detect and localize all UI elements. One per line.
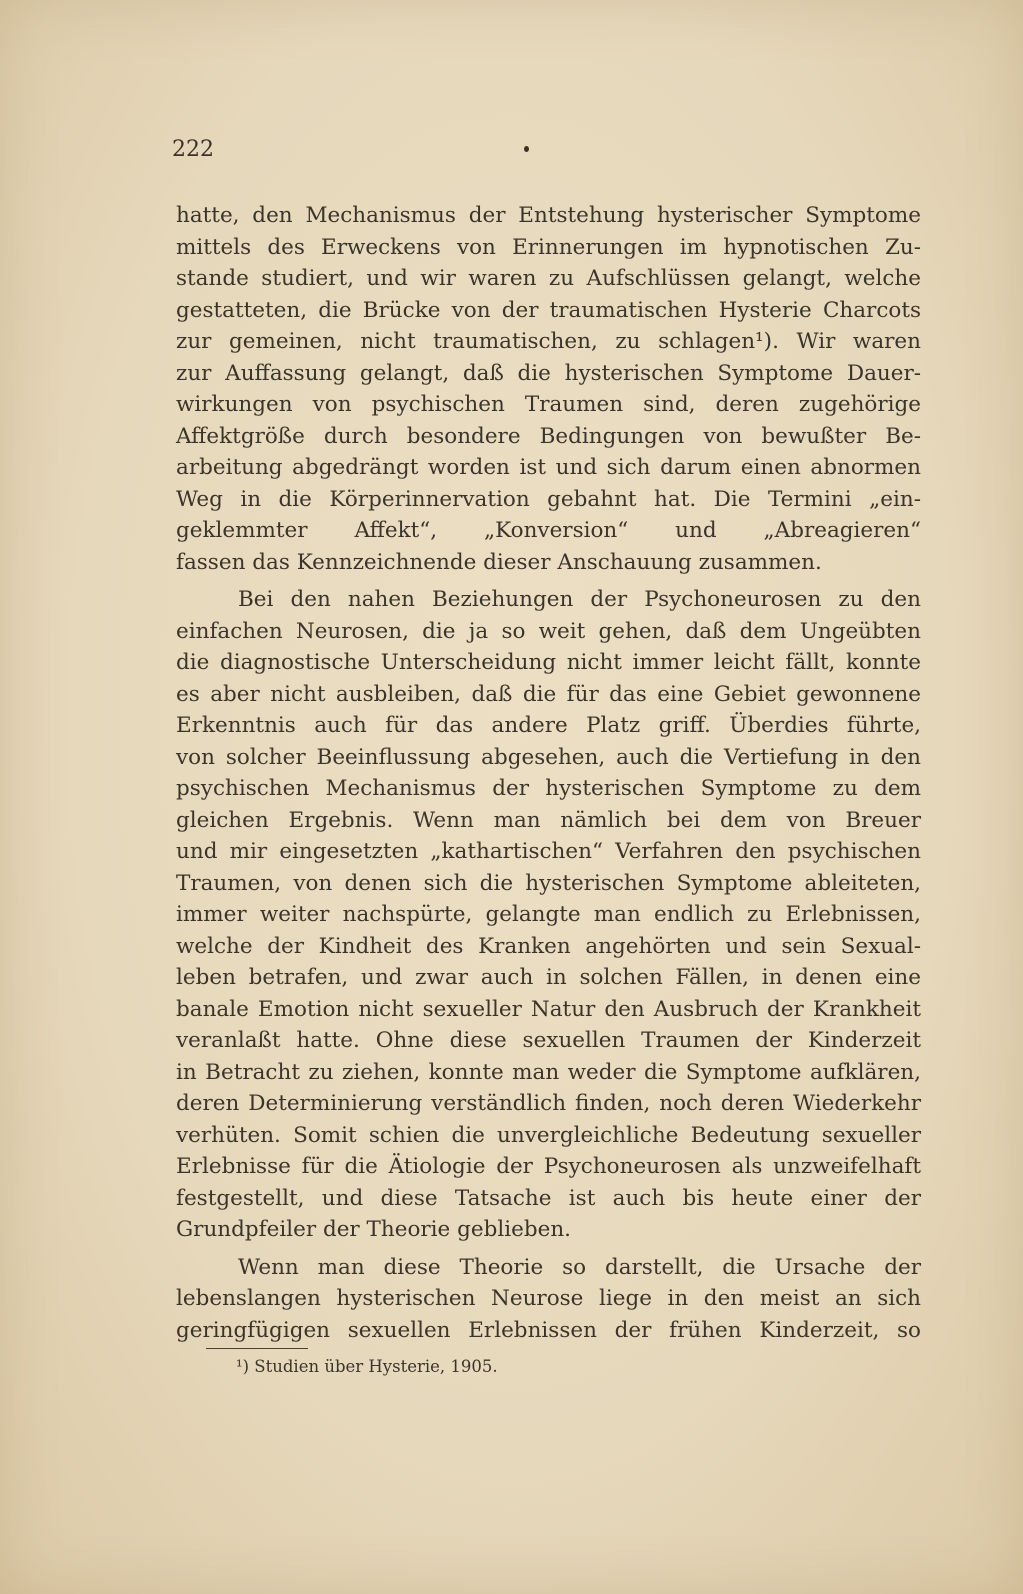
text-line: geklemmter Affekt“, „Konversion“ und „Abreagieren“ bbox=[176, 518, 921, 543]
text-line: Weg in die Körperinnervation gebahnt hat. Die Termini „ein- bbox=[176, 486, 921, 512]
text-line: banale Emotion nicht sexueller Natur den Ausbruch der Krankheit bbox=[176, 996, 921, 1022]
text-line: Grundpfeiler der Theorie geblieben. bbox=[176, 1217, 571, 1242]
text-line: immer weiter nachspürte, gelangte man endlich zu Erlebnissen, bbox=[176, 902, 921, 927]
text-line: lebenslangen hysterischen Neurose liege in den meist an sich bbox=[176, 1286, 921, 1311]
text-line: mittels des Erweckens von Erinnerungen im hypnotischen Zu- bbox=[176, 234, 921, 260]
text-line: Affektgröße durch besondere Bedingungen von bewußter Be- bbox=[176, 423, 921, 449]
text-line: zur gemeinen, nicht traumatischen, zu schlagen¹). Wir waren bbox=[176, 329, 921, 354]
text-line: wirkungen von psychischen Traumen sind, deren zugehörige bbox=[176, 392, 921, 417]
text-line: in Betracht zu ziehen, konnte man weder die Symptome aufklären, bbox=[176, 1059, 921, 1085]
text-line: leben betrafen, und zwar auch in solchen Fällen, in denen eine bbox=[176, 965, 921, 990]
center-dot-mark bbox=[524, 146, 529, 152]
paragraph bbox=[176, 584, 921, 1246]
paragraph bbox=[176, 1252, 921, 1347]
paragraph bbox=[176, 200, 921, 578]
text-line: die diagnostische Unterscheidung nicht immer leicht fällt, konnte bbox=[176, 650, 921, 675]
text-line: deren Determinierung verständlich finden, noch deren Wiederkehr bbox=[176, 1091, 921, 1116]
text-line: psychischen Mechanismus der hysterischen Symptome zu dem bbox=[176, 776, 921, 801]
text-line: festgestellt, und diese Tatsache ist auch bis heute einer der bbox=[176, 1185, 921, 1211]
text-line: fassen das Kennzeichnende dieser Anschauung zusammen. bbox=[176, 549, 822, 575]
page-number: 222 bbox=[172, 137, 214, 162]
body-text bbox=[176, 200, 921, 1346]
text-line: gleichen Ergebnis. Wenn man nämlich bei dem von Breuer bbox=[176, 807, 921, 833]
text-line: stande studiert, und wir waren zu Aufschlüssen gelangt, welche bbox=[176, 266, 921, 291]
text-line: geringfügigen sexuellen Erlebnissen der frühen Kinderzeit, so bbox=[176, 1317, 921, 1343]
text-line: von solcher Beeinflussung abgesehen, auch die Vertiefung in den bbox=[176, 744, 921, 770]
text-line: verhüten. Somit schien die unvergleichliche Bedeutung sexueller bbox=[176, 1122, 921, 1148]
footnote: ¹) Studien über Hysterie, 1905. bbox=[236, 1357, 498, 1376]
text-line: Bei den nahen Beziehungen der Psychoneurosen zu den bbox=[238, 587, 921, 612]
text-line: einfachen Neurosen, die ja so weit gehen, daß dem Ungeübten bbox=[176, 618, 921, 644]
text-line: arbeitung abgedrängt worden ist und sich darum einen abnormen bbox=[176, 455, 921, 480]
footnote-divider bbox=[206, 1348, 308, 1349]
text-line: Erkenntnis auch für das andere Platz griff. Überdies führte, bbox=[176, 713, 921, 738]
text-line: Wenn man diese Theorie so darstellt, die Ursache der bbox=[238, 1254, 921, 1280]
text-line: zur Auffassung gelangt, daß die hysterischen Symptome Dauer- bbox=[176, 360, 921, 386]
text-line: und mir eingesetzten „kathartischen“ Verfahren den psychischen bbox=[176, 839, 921, 864]
text-line: Traumen, von denen sich die hysterischen Symptome ableiteten, bbox=[176, 870, 921, 896]
text-line: Erlebnisse für die Ätiologie der Psychoneurosen als unzweifelhaft bbox=[176, 1154, 921, 1179]
text-line: veranlaßt hatte. Ohne diese sexuellen Traumen der Kinderzeit bbox=[176, 1028, 921, 1053]
text-line: welche der Kindheit des Kranken angehörten und sein Sexual- bbox=[176, 933, 921, 959]
text-line: gestatteten, die Brücke von der traumatischen Hysterie Charcots bbox=[176, 297, 921, 323]
text-line: es aber nicht ausbleiben, daß die für das eine Gebiet gewonnene bbox=[176, 681, 921, 707]
text-line: hatte, den Mechanismus der Entstehung hysterischer Symptome bbox=[176, 203, 921, 228]
